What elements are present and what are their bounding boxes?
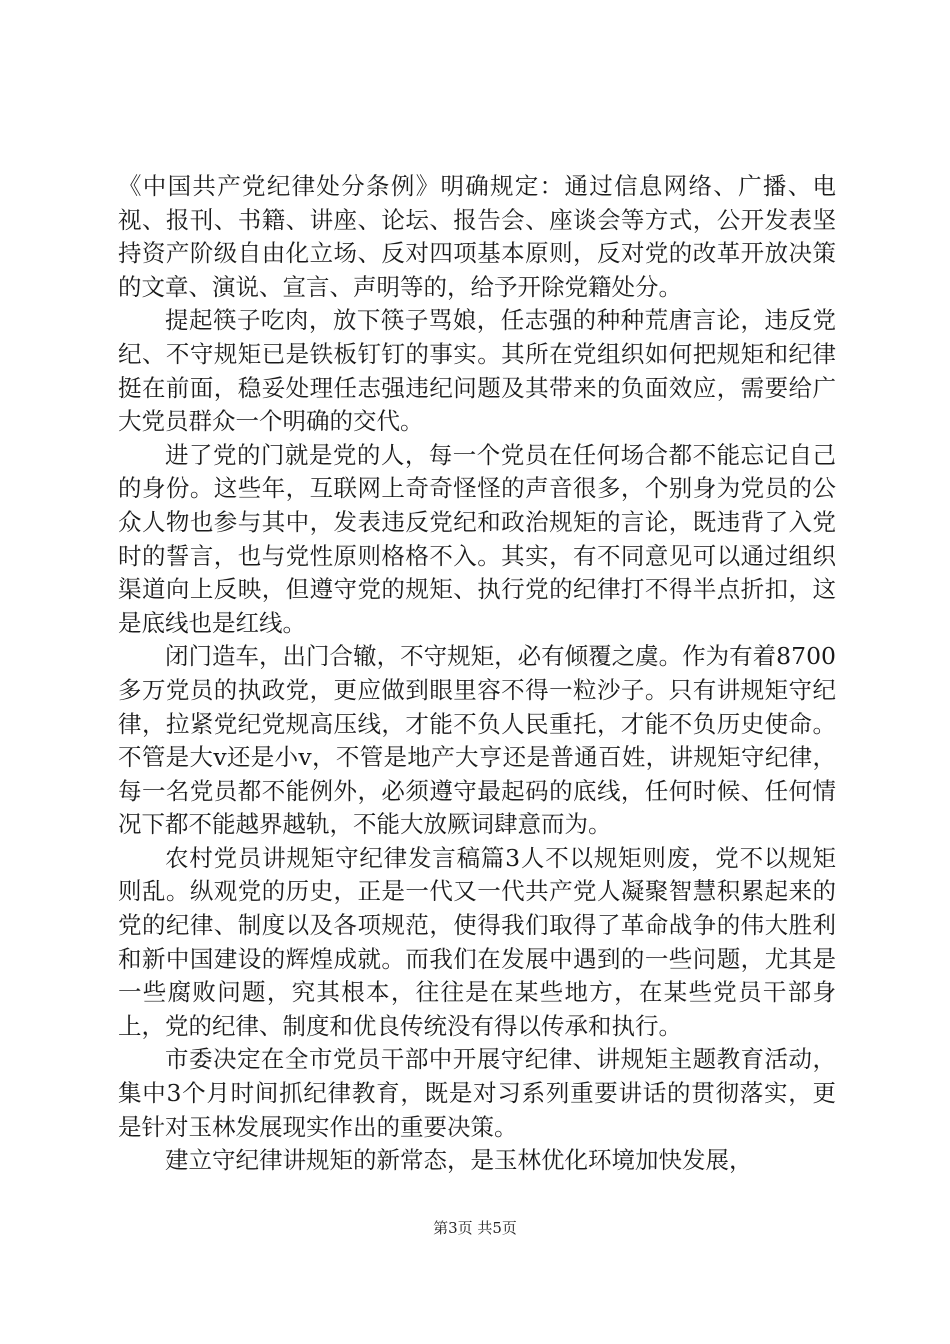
paragraph-1: 《中国共产党纪律处分条例》明确规定：通过信息网络、广播、电视、报刊、书籍、讲座、论坛、报告会、座谈会等方式，公开发表坚持资产阶级自由化立场、反对四项基本原则，反对党的改革开放决策的文章、演说、宣言、声明等的，给予开除党籍处分。 xyxy=(118,172,836,301)
paragraph-3: 进了党的门就是党的人，每一个党员在任何场合都不能忘记自己的身份。这些年，互联网上奇奇怪怪的声音很多，个别身为党员的公众人物也参与其中，发表违反党纪和政治规矩的言论，既违背了入党时的誓言，也与党性原则格格不入。其实，有不同意见可以通过组织渠道向上反映，但遵守党的规矩、执行党的纪律打不得半点折扣，这是底线也是红线。 xyxy=(118,440,836,637)
paragraph-5: 农村党员讲规矩守纪律发言稿篇3人不以规矩则废，党不以规矩则乱。纵观党的历史，正是一代又一代共产党人凝聚智慧积累起来的党的纪律、制度以及各项规范，使得我们取得了革命战争的伟大胜利和新中国建设的辉煌成就。而我们在发展中遇到的一些问题，尤其是一些腐败问题，究其根本，往往是在某些地方，在某些党员干部身上，党的纪律、制度和优良传统没有得以传承和执行。 xyxy=(118,843,836,1040)
paragraph-7: 建立守纪律讲规矩的新常态，是玉林优化环境加快发展， xyxy=(165,1146,753,1175)
page-footer xyxy=(0,1217,950,1238)
paragraph-4: 闭门造车，出门合辙，不守规矩，必有倾覆之虞。作为有着8700多万党员的执政党，更应做到眼里容不得一粒沙子。只有讲规矩守纪律，拉紧党纪党规高压线，才能不负人民重托，才能不负历史使命。不管是大v还是小v，不管是地产大亨还是普通百姓，讲规矩守纪律，每一名党员都不能例外，必须遵守最起码的底线，任何时候、任何情况下都不能越界越轨，不能大放厥词肆意而为。 xyxy=(118,642,836,839)
document-body xyxy=(118,170,836,1178)
paragraph-6: 市委决定在全市党员干部中开展守纪律、讲规矩主题教育活动，集中3个月时间抓纪律教育，既是对习系列重要讲话的贯彻落实，更是针对玉林发展现实作出的重要决策。 xyxy=(118,1045,836,1141)
paragraph-2: 提起筷子吃肉，放下筷子骂娘，任志强的种种荒唐言论，违反党纪、不守规矩已是铁板钉钉的事实。其所在党组织如何把规矩和纪律挺在前面，稳妥处理任志强违纪问题及其带来的负面效应，需要给广大党员群众一个明确的交代。 xyxy=(118,306,836,436)
page-number-label: 第3页 共5页 xyxy=(433,1219,517,1237)
